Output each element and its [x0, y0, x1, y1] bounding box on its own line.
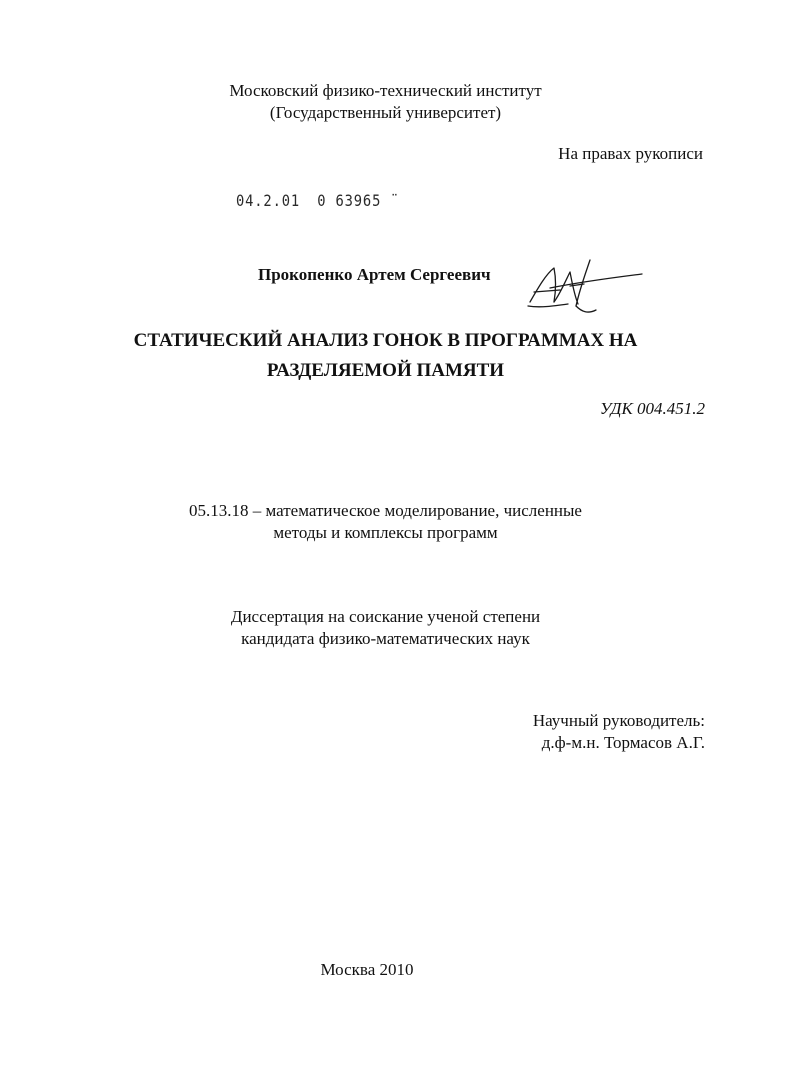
- specialty-block: [0, 500, 771, 544]
- udk-code: УДК 004.451.2: [599, 399, 705, 418]
- stamp-mark: ¨: [381, 191, 400, 210]
- title-line-1: СТАТИЧЕСКИЙ АНАЛИЗ ГОНОК В ПРОГРАММАХ НА: [133, 330, 638, 351]
- registration-stamp: [236, 191, 400, 210]
- institute-block: [0, 80, 771, 124]
- specialty-line-1: 05.13.18 – математическое моделирование, численные: [189, 501, 582, 520]
- stamp-date: 04.2.01: [236, 191, 301, 210]
- institute-status: (Государственный университет): [269, 103, 502, 122]
- advisor-name: д.ф-м.н. Тормасов А.Г.: [541, 733, 705, 752]
- degree-block: [0, 606, 771, 650]
- dissertation-title: [0, 326, 771, 386]
- manuscript-note: На правах рукописи: [558, 144, 703, 163]
- degree-line-2: кандидата физико-математических наук: [241, 629, 530, 648]
- author-name: Прокопенко Артем Сергеевич: [258, 265, 491, 284]
- advisor-label: Научный руководитель:: [532, 711, 705, 730]
- advisor-block: [533, 710, 705, 754]
- title-line-2: РАЗДЕЛЯЕМОЙ ПАМЯТИ: [266, 360, 505, 381]
- institute-name: Московский физико-технический институт: [229, 81, 542, 100]
- city-year: Москва 2010: [320, 960, 414, 979]
- degree-line-1: Диссертация на соискание ученой степени: [230, 607, 541, 626]
- specialty-line-2: методы и комплексы программ: [273, 523, 498, 542]
- stamp-number: 0 63965: [317, 191, 382, 210]
- signature-image: [520, 258, 645, 318]
